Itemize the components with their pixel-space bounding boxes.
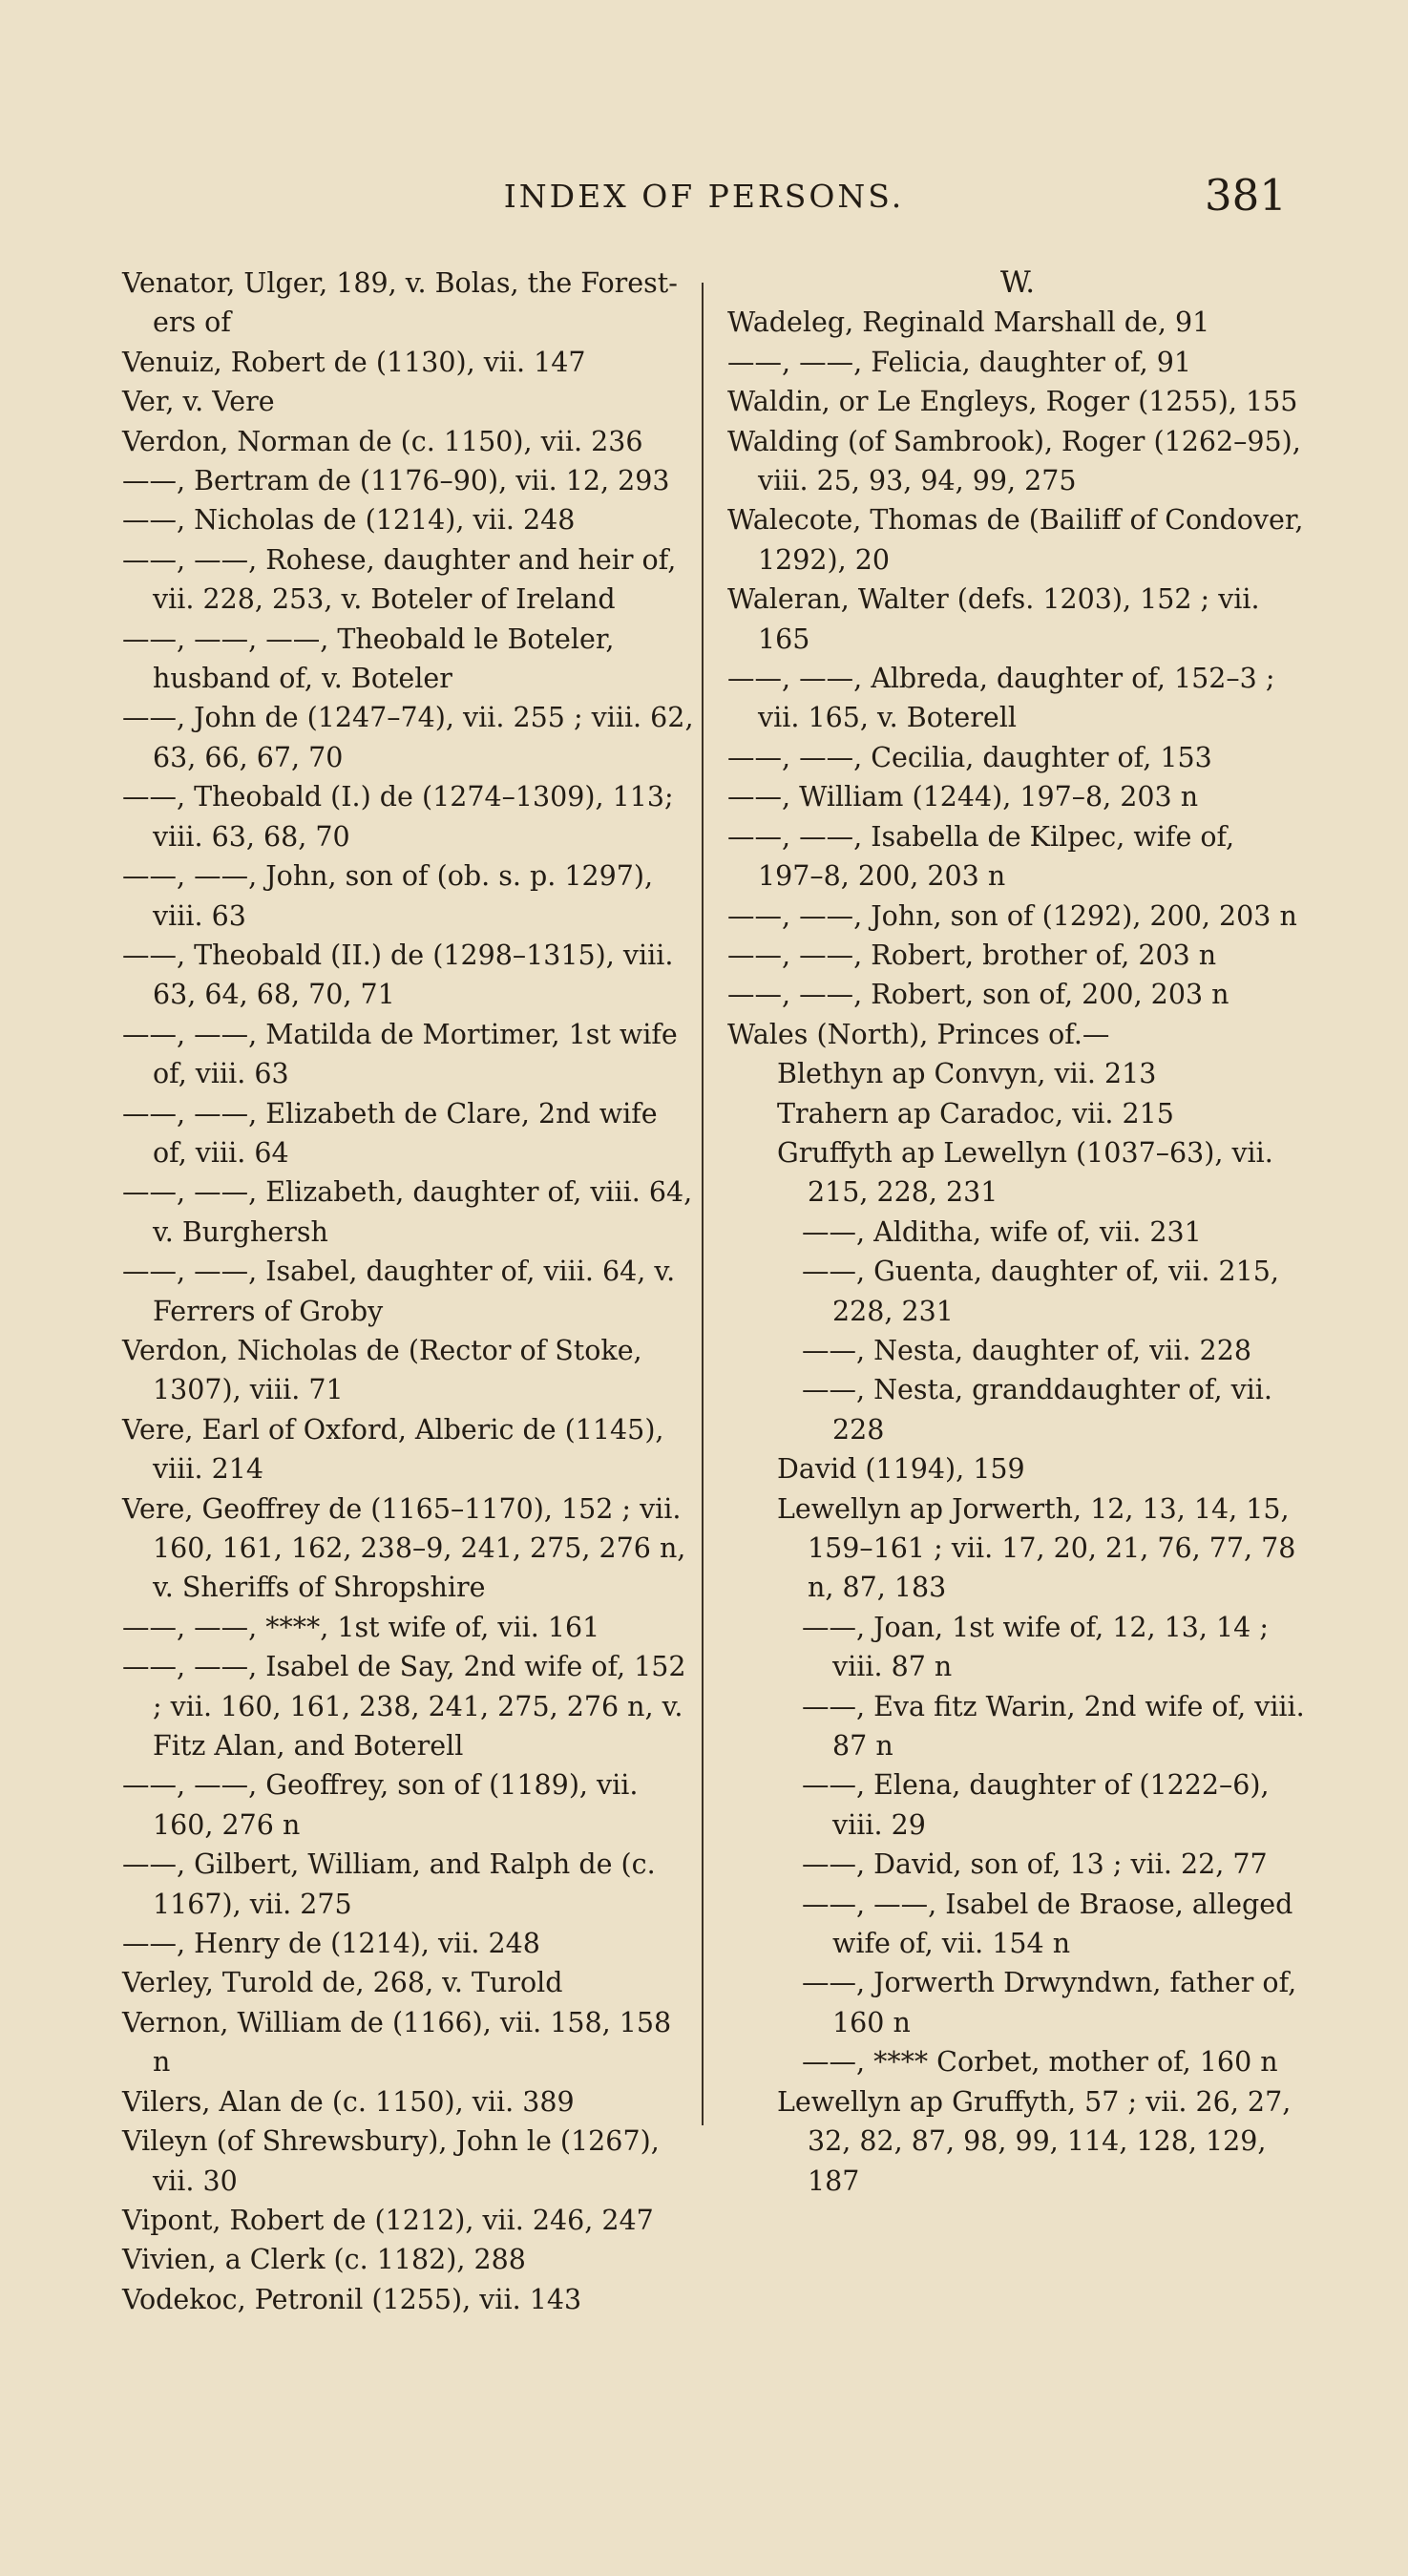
- index-entry: ——, ——, ****, 1st wife of, vii. 161: [122, 1611, 600, 1643]
- index-entry: Venator, Ulger, 189, v. Bolas, the Forest-ers of: [122, 267, 678, 339]
- index-entry: ——, ——, Robert, son of, 200, 203 n: [727, 979, 1229, 1011]
- index-entry: ——, ——, Matilda de Mortimer, 1st wife of, viii. 63: [122, 1018, 678, 1090]
- index-entry: ——, ——, Isabel de Say, 2nd wife of, 152 ; vii. 160, 161, 238, 241, 275, 276 n, v. Fitz Alan, and Boterell: [122, 1651, 686, 1763]
- index-entry: ——, ——, John, son of (ob. s. p. 1297), viii. 63: [122, 860, 654, 932]
- index-entry: ——, Theobald (II.) de (1298–1315), viii. 63, 64, 68, 70, 71: [122, 939, 674, 1011]
- index-entry: David (1194), 159: [777, 1453, 1025, 1486]
- index-entry: Vodekoc, Petronil (1255), vii. 143: [122, 2283, 582, 2315]
- section-letter-heading: W.: [999, 265, 1036, 300]
- index-entry: ——, ——, Isabella de Kilpec, wife of, 197–8, 200, 203 n: [727, 820, 1235, 893]
- index-entry: Ver, v. Vere: [122, 386, 275, 418]
- running-head: INDEX OF PERSONS.: [503, 178, 905, 215]
- index-entry: Vere, Earl of Oxford, Alberic de (1145), viii. 214: [122, 1413, 664, 1486]
- index-entry: Blethyn ap Convyn, vii. 213: [777, 1058, 1157, 1090]
- index-entry: ——, ——, Robert, brother of, 203 n: [727, 939, 1217, 971]
- index-entry: ——, Guenta, daughter of, vii. 215, 228, 231: [802, 1256, 1279, 1327]
- index-entry: Vere, Geoffrey de (1165–1170), 152 ; vii. 160, 161, 162, 238–9, 241, 275, 276 n, v. Sheriffs of Shropshire: [122, 1492, 686, 1604]
- index-entry: Wales (North), Princes of.—: [727, 1018, 1110, 1050]
- index-entry: Vilers, Alan de (c. 1150), vii. 389: [122, 2085, 575, 2118]
- index-entry: ——, Bertram de (1176–90), vii. 12, 293: [122, 465, 670, 497]
- index-entry: ——, ——, Cecilia, daughter of, 153: [727, 741, 1212, 773]
- index-entry: ——, Nesta, granddaughter of, vii. 228: [802, 1374, 1272, 1446]
- index-entry: Venuiz, Robert de (1130), vii. 147: [122, 346, 586, 378]
- index-entry: Lewellyn ap Gruffyth, 57 ; vii. 26, 27, 32, 82, 87, 98, 99, 114, 128, 129, 187: [777, 2085, 1292, 2197]
- index-entry: Vipont, Robert de (1212), vii. 246, 247: [122, 2204, 654, 2236]
- index-entry: ——, Theobald (I.) de (1274–1309), 113; viii. 63, 68, 70: [122, 781, 674, 853]
- index-entry: ——, Henry de (1214), vii. 248: [122, 1928, 540, 1960]
- index-entry: ——, David, son of, 13 ; vii. 22, 77: [802, 1848, 1268, 1881]
- index-entry: ——, Nesta, daughter of, vii. 228: [802, 1334, 1251, 1366]
- index-entry: Verley, Turold de, 268, v. Turold: [122, 1967, 563, 1999]
- index-entry: ——, Nicholas de (1214), vii. 248: [122, 504, 576, 537]
- index-entry: Waldin, or Le Engleys, Roger (1255), 155: [727, 386, 1298, 418]
- index-entry: Gruffyth ap Lewellyn (1037–63), vii. 215, 228, 231: [777, 1136, 1273, 1209]
- index-entry: Waleran, Walter (defs. 1203), 152 ; vii. 165: [727, 583, 1260, 655]
- index-entry: Vivien, a Clerk (c. 1182), 288: [122, 2244, 526, 2276]
- index-entry: ——, ——, ——, Theobald le Boteler, husband of, v. Boteler: [122, 623, 615, 695]
- index-entry: Lewellyn ap Jorwerth, 12, 13, 14, 15, 159–161 ; vii. 17, 20, 21, 76, 77, 78 n, 87, 183: [777, 1492, 1296, 1604]
- column-divider: [702, 283, 704, 2125]
- index-column-left: [122, 264, 695, 2319]
- index-entry: Walecote, Thomas de (Bailiff of Condover, 1292), 20: [727, 504, 1304, 576]
- index-entry: ——, ——, Geoffrey, son of (1189), vii. 160, 276 n: [122, 1769, 639, 1841]
- index-entry: Wadeleg, Reginald Marshall de, 91: [727, 306, 1210, 339]
- index-entry: ——, Eva fitz Warin, 2nd wife of, viii. 87 n: [802, 1690, 1305, 1763]
- index-entry: Verdon, Nicholas de (Rector of Stoke, 1307), viii. 71: [122, 1334, 642, 1406]
- index-entry: ——, ——, Felicia, daughter of, 91: [727, 346, 1192, 378]
- index-entry: Walding (of Sambrook), Roger (1262–95), viii. 25, 93, 94, 99, 275: [727, 425, 1301, 497]
- index-entry: ——, ——, Isabel de Braose, alleged wife of, vii. 154 n: [802, 1888, 1293, 1960]
- index-entry: ——, Alditha, wife of, vii. 231: [802, 1215, 1202, 1248]
- index-entry: ——, Elena, daughter of (1222–6), viii. 29: [802, 1769, 1270, 1841]
- index-entry: Verdon, Norman de (c. 1150), vii. 236: [122, 425, 643, 457]
- index-entry: ——, ——, Rohese, daughter and heir of, vii. 228, 253, v. Boteler of Ireland: [122, 543, 677, 616]
- index-entry: ——, Joan, 1st wife of, 12, 13, 14 ; viii. 87 n: [802, 1611, 1269, 1683]
- index-entry: ——, John de (1247–74), vii. 255 ; viii. 62, 63, 66, 67, 70: [122, 702, 694, 773]
- index-entry: ——, Jorwerth Drwyndwn, father of, 160 n: [802, 1967, 1297, 2038]
- index-entry: ——, ——, Albreda, daughter of, 152–3 ; vii. 165, v. Boterell: [727, 663, 1275, 734]
- index-entry: ——, Gilbert, William, and Ralph de (c. 1167), vii. 275: [122, 1848, 656, 1920]
- index-entry: Vernon, William de (1166), vii. 158, 158 n: [122, 2006, 672, 2079]
- index-entry: ——, **** Corbet, mother of, 160 n: [802, 2046, 1278, 2079]
- index-entry: ——, ——, Elizabeth, daughter of, viii. 64, v. Burghersh: [122, 1176, 693, 1248]
- index-entry: ——, William (1244), 197–8, 203 n: [727, 781, 1199, 813]
- index-entry: Vileyn (of Shrewsbury), John le (1267), vii. 30: [122, 2125, 660, 2197]
- page-number: 381: [1205, 170, 1287, 221]
- index-entry: ——, ——, Isabel, daughter of, viii. 64, v. Ferrers of Groby: [122, 1256, 676, 1327]
- index-entry: Trahern ap Caradoc, vii. 215: [777, 1097, 1174, 1130]
- index-entry: ——, ——, John, son of (1292), 200, 203 n: [727, 899, 1297, 932]
- index-column-right: [727, 264, 1308, 2201]
- index-entry: ——, ——, Elizabeth de Clare, 2nd wife of, viii. 64: [122, 1097, 658, 1169]
